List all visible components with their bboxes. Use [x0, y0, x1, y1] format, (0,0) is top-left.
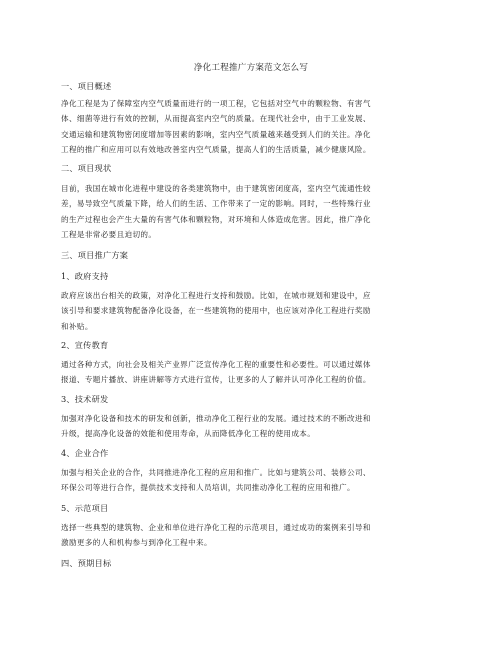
text-line: 通过各种方式，向社会及相关产业界广泛宣传净化工程的重要性和必要性。可以通过媒体 — [61, 360, 371, 369]
text-line: 的生产过程也会产生大量的有害气体和颗粒物，对环境和人体造成危害。因此，推广净化 — [61, 214, 371, 224]
subsection-body-government — [61, 288, 442, 334]
text-line: 报道、专题片播放、讲座讲解等方式进行宣传，让更多的人了解并认可净化工程的价值。 — [61, 375, 371, 385]
text-line: 差，易导致空气质量下降，给人们的生活、工作带来了一定的影响。同时，一些特殊行业 — [61, 199, 371, 209]
text-line: 环保公司等进行合作，提供技术支持和人员培训，共同推动净化工程的应用和推广。 — [61, 483, 355, 493]
text-line: 升级，提高净化设备的效能和使用寿命，从而降低净化工程的使用成本。 — [61, 429, 316, 439]
subsection-heading-demo: 5、示范项目 — [61, 503, 109, 513]
text-line: 加强与相关企业的合作，共同推进净化工程的应用和推广。比如与建筑公司、装修公司、 — [61, 468, 371, 477]
text-line: 交通运输和建筑物密闭度增加等因素的影响，室内空气质量越来越受到人们的关注。净化 — [61, 129, 371, 139]
text-line: 该引导和要求建筑物配备净化设备，在一些建筑物的使用中，也应该对净化工程进行奖励 — [61, 306, 371, 316]
section-heading-status: 二、项目现状 — [61, 163, 112, 173]
document-title: 净化工程推广方案范文怎么写 — [193, 63, 309, 73]
text-line: 激励更多的人和机构参与到净化工程中来。 — [61, 538, 212, 548]
subsection-body-rnd — [61, 411, 442, 442]
section-heading-plan: 三、项目推广方案 — [61, 250, 129, 260]
text-line: 选择一些典型的建筑物、企业和单位进行净化工程的示范项目，通过成功的案例来引导和 — [61, 523, 371, 532]
text-line: 工程的推广和应用可以有效地改善室内空气质量，提高人们的生活质量，减少健康风险。 — [61, 145, 371, 155]
text-line: 政府应该出台相关的政策，对净化工程进行支持和鼓励。比如，在城市规划和建设中，应 — [61, 291, 371, 300]
section-heading-goals: 四、预期目标 — [61, 558, 112, 568]
text-line: 加强对净化设备和技术的研发和创新，推动净化工程行业的发展。通过技术的不断改进和 — [61, 414, 371, 423]
text-line: 工程是非常必要且迫切的。 — [61, 230, 157, 240]
section-body-status — [61, 181, 442, 243]
subsection-body-cooperation — [61, 465, 442, 496]
subsection-heading-publicity: 2、宣传教育 — [61, 340, 109, 350]
subsection-body-demo — [61, 520, 442, 551]
section-heading-overview: 一、项目概述 — [61, 81, 112, 91]
text-line: 目前，我国在城市化进程中建设的各类建筑物中，由于建筑密闭度高，室内空气流通性较 — [61, 184, 371, 193]
text-line: 和补贴。 — [61, 321, 93, 331]
text-line: 净化工程是为了保障室内空气质量而进行的一项工程，它包括对空气中的颗粒物、有害气 — [61, 99, 371, 108]
section-body-overview — [61, 96, 442, 158]
subsection-body-publicity — [61, 357, 442, 388]
text-line: 体、细菌等进行有效的控制，从而提高室内空气的质量。在现代社会中，由于工业发展、 — [61, 114, 371, 124]
subsection-heading-government: 1、政府支持 — [61, 271, 109, 281]
subsection-heading-cooperation: 4、企业合作 — [61, 448, 109, 458]
subsection-heading-rnd: 3、技术研发 — [61, 394, 109, 404]
